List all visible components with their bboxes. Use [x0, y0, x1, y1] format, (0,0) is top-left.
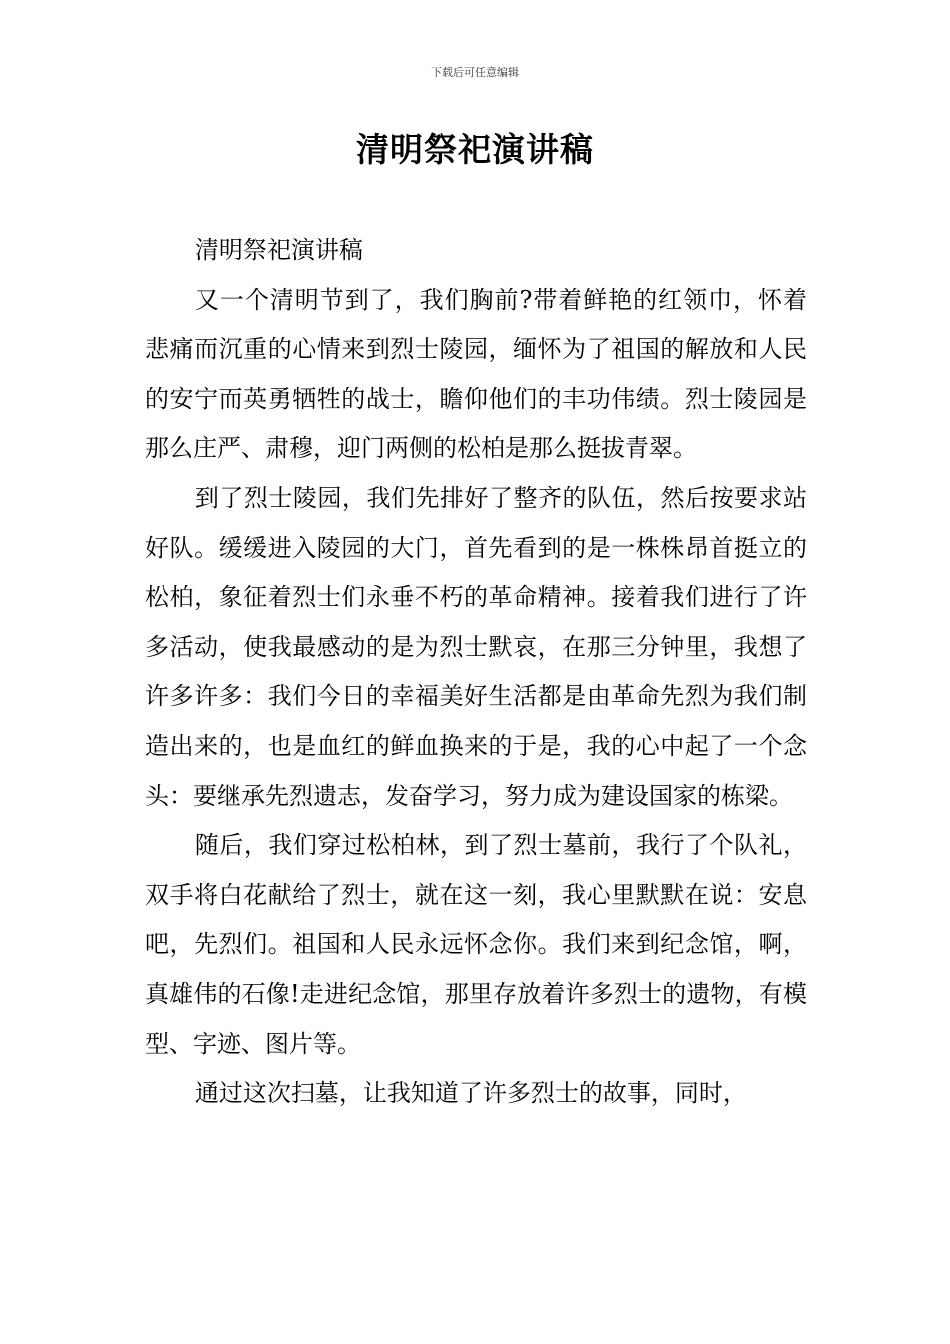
document-title: 清明祭祀演讲稿 — [356, 130, 594, 169]
paragraph-subtitle: 清明祭祀演讲稿 — [194, 236, 363, 264]
paragraph-intro: 又一个清明节到了，我们胸前?带着鲜艳的红领巾，怀着悲痛而沉重的心情来到烈士陵园，缅怀为了祖国的解放和人民的安宁而英勇牺牲的战士，瞻仰他们的丰功伟绩。烈士陵园是那么庄严、肃穆，迎门两侧的松柏是那么挺拔青翠。 — [145, 285, 807, 463]
paragraph-arrival: 到了烈士陵园，我们先排好了整齐的队伍，然后按要求站好队。缓缓进入陵园的大门，首先看到的是一株株昂首挺立的松柏，象征着烈士们永垂不朽的革命精神。接着我们进行了许多活动，使我最感动的是为烈士默哀，在那三分钟里，我想了许多许多：我们今日的幸福美好生活都是由革命先烈为我们制造出来的，也是血红的鲜血换来的于是，我的心中起了一个念头：要继承先烈遗志，发奋学习，努力成为建设国家的栋梁。 — [145, 483, 807, 810]
page-header: 下载后可任意编辑 — [431, 66, 519, 79]
document-body — [145, 226, 807, 1119]
paragraph-conclusion: 通过这次扫墓，让我知道了许多烈士的故事，同时， — [194, 1079, 747, 1108]
paragraph-memorial: 随后，我们穿过松柏林，到了烈士墓前，我行了个队礼，双手将白花献给了烈士，就在这一刻，我心里默默在说：安息吧，先烈们。祖国和人民永远怀念你。我们来到纪念馆，啊，真雄伟的石像!走进纪念馆，那里存放着许多烈士的遗物，有模型、字迹、图片等。 — [145, 831, 807, 1058]
